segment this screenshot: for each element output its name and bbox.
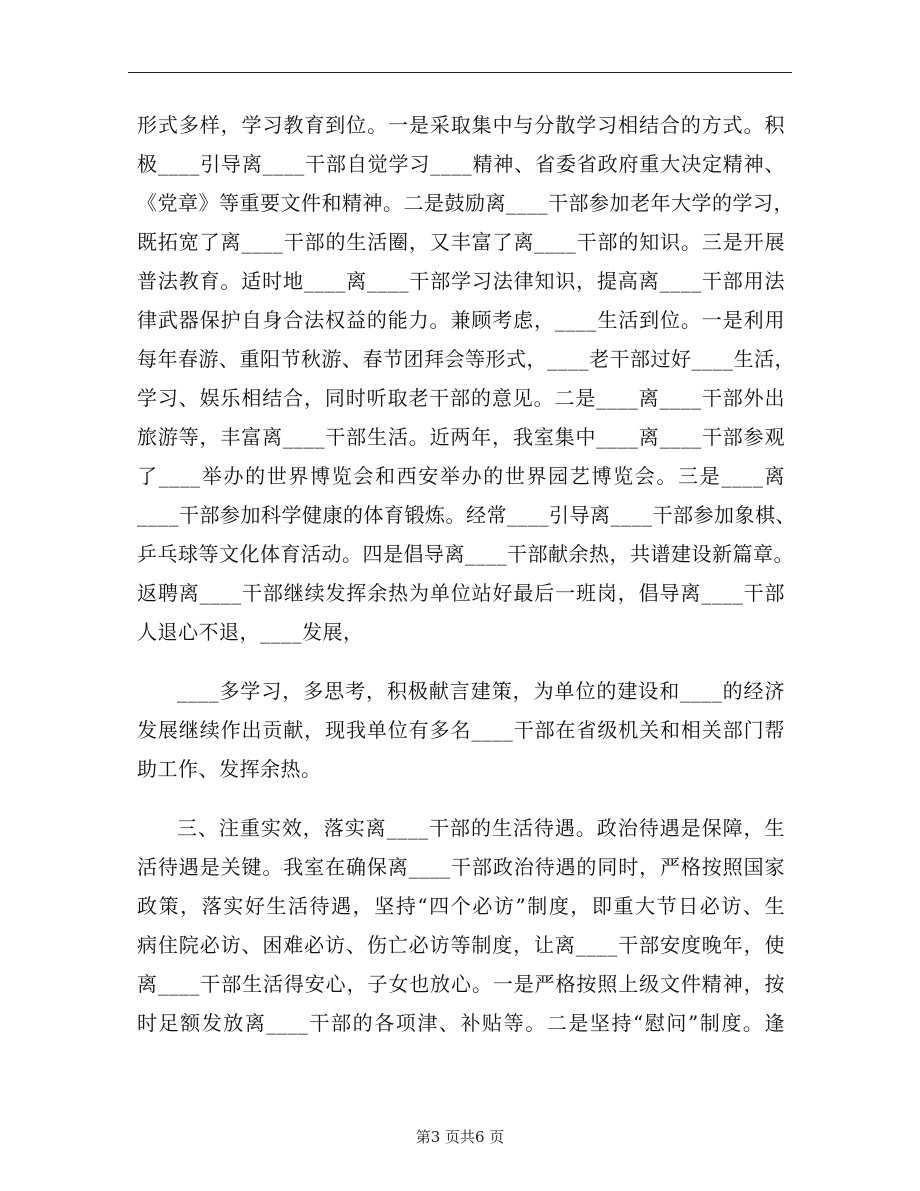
paragraph-1-line: 形式多样，学习教育到位。一是采取集中与分散学习相结合的方式。积 bbox=[137, 113, 785, 137]
paragraph-1-line: 返聘离____干部继续发挥余热为单位站好最后一班岗，倡导离____干部 bbox=[137, 581, 785, 605]
paragraph-1-line: 乒乓球等文化体育活动。四是倡导离____干部献余热，共谱建设新篇章。 bbox=[137, 542, 794, 566]
paragraph-1-line: 普法教育。适时地____离____干部学习法律知识，提高离____干部用法 bbox=[137, 269, 785, 293]
paragraph-3-line: 三、注重实效，落实离____干部的生活待遇。政治待遇是保障，生 bbox=[177, 816, 785, 840]
paragraph-1-line: 学习、娱乐相结合，同时听取老干部的意见。二是____离____干部外出 bbox=[137, 386, 785, 410]
paragraph-1-line: 旅游等，丰富离____干部生活。近两年，我室集中____离____干部参观 bbox=[137, 425, 785, 449]
paragraph-gap bbox=[137, 652, 785, 672]
paragraph-1-line: 人退心不退，____发展， bbox=[137, 620, 364, 644]
paragraph-2-line: 发展继续作出贡献，现我单位有多名____干部在省级机关和相关部门帮 bbox=[137, 718, 785, 742]
paragraph-1-line: 极____引导离____干部自觉学习____精神、省委省政府重大决定精神、 bbox=[137, 152, 785, 176]
paragraph-3-line: 政策，落实好生活待遇，坚持“四个必访”制度，即重大节日必访、生 bbox=[137, 894, 785, 918]
paragraph-gap bbox=[137, 789, 785, 809]
page-number: 第3 页共6 页 bbox=[415, 1128, 505, 1146]
paragraph-2-line: 助工作、发挥余热。 bbox=[137, 757, 322, 781]
paragraph-1-line: 每年春游、重阳节秋游、春节团拜会等形式，____老干部过好____生活， bbox=[137, 347, 795, 371]
paragraph-3-line: 活待遇是关键。我室在确保离____干部政治待遇的同时，严格按照国家 bbox=[137, 855, 785, 879]
paragraph-3-line: 病住院必访、困难必访、伤亡必访等制度，让离____干部安度晚年，使 bbox=[137, 933, 785, 957]
header-rule bbox=[128, 72, 792, 73]
document-body bbox=[137, 106, 796, 1043]
paragraph-1-line: 律武器保护自身合法权益的能力。兼顾考虑，____生活到位。一是利用 bbox=[137, 308, 785, 332]
paragraph-1-line: 既拓宽了离____干部的生活圈，又丰富了离____干部的知识。三是开展 bbox=[137, 230, 785, 254]
paragraph-1-line: ____干部参加科学健康的体育锻炼。经常____引导离____干部参加象棋、 bbox=[137, 503, 796, 527]
paragraph-1-line: 了____举办的世界博览会和西安举办的世界园艺博览会。三是____离 bbox=[137, 464, 785, 488]
paragraph-3-line: 离____干部生活得安心，子女也放心。一是严格按照上级文件精神，按 bbox=[137, 972, 785, 996]
paragraph-2-line: ____多学习，多思考，积极献言建策，为单位的建设和____的经济 bbox=[177, 679, 785, 703]
paragraph-1-line: 《党章》等重要文件和精神。二是鼓励离____干部参加老年大学的学习， bbox=[137, 191, 794, 215]
paragraph-3-line: 时足额发放离____干部的各项津、补贴等。二是坚持“慰问”制度。逢 bbox=[137, 1011, 785, 1035]
